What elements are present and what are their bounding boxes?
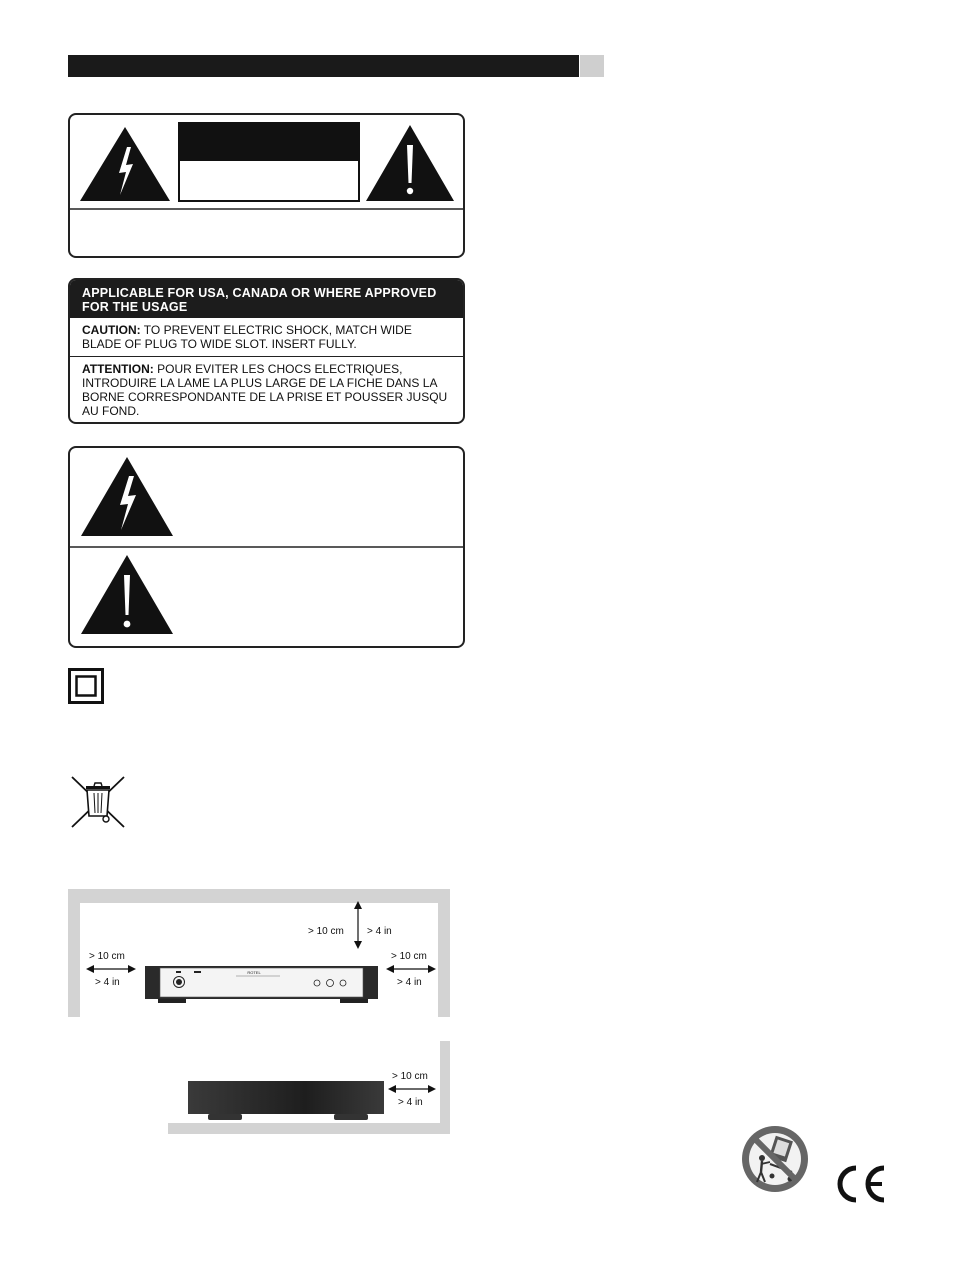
left-metric: > 10 cm <box>89 951 125 962</box>
double-insulation-icon <box>68 668 104 704</box>
right-arrow-icon <box>386 965 436 973</box>
clearance-side-figure <box>168 1041 450 1134</box>
exclamation-triangle-icon <box>366 125 454 201</box>
top-metric: > 10 cm <box>308 926 344 937</box>
clearance-side-art <box>168 1041 450 1134</box>
caution-label: CAUTION: <box>82 323 141 337</box>
side-imperial: > 4 in <box>398 1097 423 1108</box>
caution-text: TO PREVENT ELECTRIC SHOCK, MATCH WIDE BLADE OF PLUG TO WIDE SLOT. INSERT FULLY. <box>82 323 412 351</box>
device-side-view <box>188 1081 384 1120</box>
warning-triangles-art <box>70 448 463 646</box>
side-metric: > 10 cm <box>392 1071 428 1082</box>
caution-symbols-box <box>68 113 465 258</box>
vertical-arrow-icon <box>354 901 362 949</box>
attention-label: ATTENTION: <box>82 362 154 376</box>
warning-triangles-box <box>68 446 465 648</box>
plug-notice-title: APPLICABLE FOR USA, CANADA OR WHERE APPROVED FOR THE USAGE <box>70 280 463 318</box>
header-bar <box>68 55 579 77</box>
right-imperial: > 4 in <box>397 977 422 988</box>
device-front-view <box>145 966 378 1003</box>
top-imperial: > 4 in <box>367 926 392 937</box>
attention-section <box>70 357 463 423</box>
header-tab <box>580 55 604 77</box>
device-brand: ROTEL <box>247 970 261 975</box>
right-metric: > 10 cm <box>391 951 427 962</box>
caution-section <box>70 318 463 356</box>
ce-mark-icon <box>834 1164 888 1204</box>
cart-warning-icon <box>740 1124 810 1194</box>
side-arrow-icon <box>388 1085 436 1093</box>
left-arrow-icon <box>86 965 136 973</box>
weee-bin-icon <box>68 774 128 830</box>
plug-notice-box <box>68 278 465 424</box>
caution-symbols-art <box>70 115 463 256</box>
caution-plate <box>179 123 359 201</box>
attention-text: POUR EVITER LES CHOCS ELECTRIQUES, INTRODUIRE LA LAME LA PLUS LARGE DE LA FICHE DANS LA BORNE CORRESPONDANTE DE LA PRISE ET POUSSER JUSQU AU FOND. <box>82 362 448 418</box>
lightning-triangle-icon <box>81 457 173 536</box>
exclamation-triangle-icon <box>81 555 173 634</box>
clearance-front-figure <box>68 889 450 1017</box>
left-imperial: > 4 in <box>95 977 120 988</box>
lightning-triangle-icon <box>80 127 170 201</box>
